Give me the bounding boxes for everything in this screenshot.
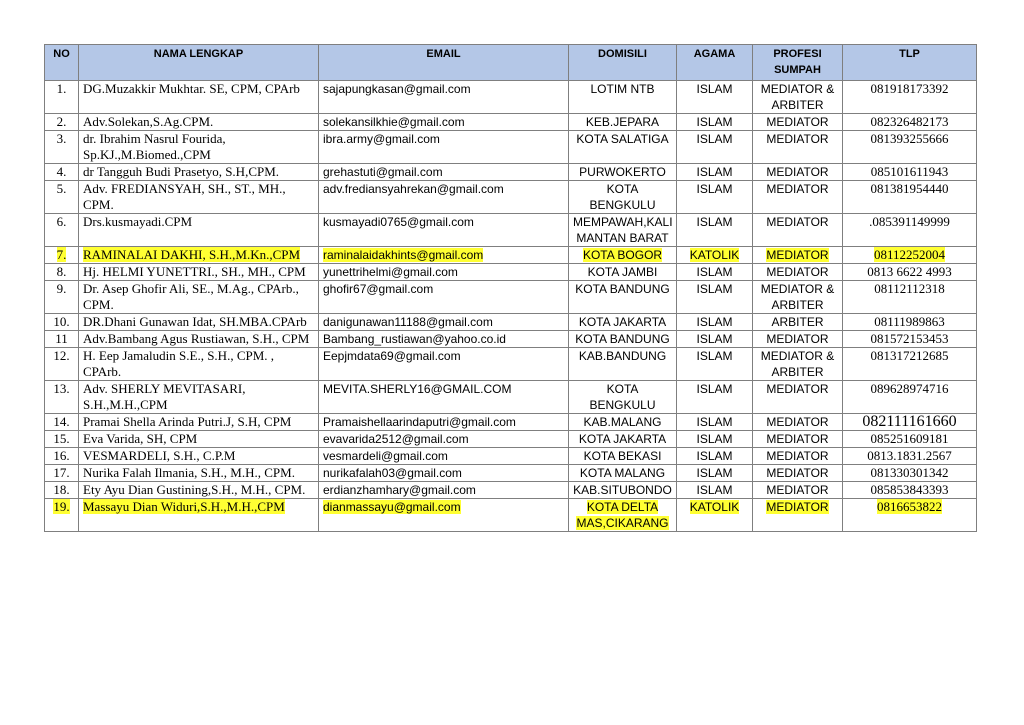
table-row xyxy=(45,264,977,281)
cell-email-highlighted: dianmassayu@gmail.com xyxy=(323,500,461,514)
cell-email: sajapungkasan@gmail.com xyxy=(319,81,569,114)
cell-no: 2. xyxy=(45,114,79,131)
cell-email: solekansilkhie@gmail.com xyxy=(319,114,569,131)
cell-agama: ISLAM xyxy=(677,264,753,281)
cell-domisili: KOTA SALATIGA xyxy=(569,131,677,164)
header-domisili: DOMISILI xyxy=(569,45,677,81)
cell-domisili: LOTIM NTB xyxy=(569,81,677,114)
header-tlp: TLP xyxy=(843,45,977,81)
cell-agama: ISLAM xyxy=(677,81,753,114)
cell-agama: ISLAM xyxy=(677,431,753,448)
cell-tlp: 08111989863 xyxy=(843,314,977,331)
cell-profesi: MEDIATOR xyxy=(753,448,843,465)
table-row xyxy=(45,164,977,181)
cell-agama: ISLAM xyxy=(677,465,753,482)
cell-no: 9. xyxy=(45,281,79,314)
cell-no-highlighted: 7. xyxy=(56,247,67,262)
header-no: NO xyxy=(45,45,79,81)
cell-email: MEVITA.SHERLY16@GMAIL.COM xyxy=(319,381,569,414)
cell-email xyxy=(319,247,569,264)
cell-domisili: MEMPAWAH,KALI MANTAN BARAT xyxy=(569,214,677,247)
cell-domisili: KOTA BANDUNG xyxy=(569,281,677,314)
cell-domisili: KOTA JAKARTA xyxy=(569,431,677,448)
cell-domisili: KOTA JAKARTA xyxy=(569,314,677,331)
cell-profesi: MEDIATOR xyxy=(753,181,843,214)
cell-no xyxy=(45,499,79,532)
cell-no: 17. xyxy=(45,465,79,482)
cell-agama: ISLAM xyxy=(677,414,753,431)
cell-no: 18. xyxy=(45,482,79,499)
cell-domisili xyxy=(569,247,677,264)
cell-email: Pramaishellaarindaputri@gmail.com xyxy=(319,414,569,431)
cell-email: vesmardeli@gmail.com xyxy=(319,448,569,465)
cell-no: 14. xyxy=(45,414,79,431)
cell-agama: ISLAM xyxy=(677,381,753,414)
cell-profesi: MEDIATOR xyxy=(753,482,843,499)
cell-email: danigunawan11188@gmail.com xyxy=(319,314,569,331)
cell-nama: DG.Muzakkir Mukhtar. SE, CPM, CPArb xyxy=(79,81,319,114)
cell-no: 13. xyxy=(45,381,79,414)
cell-nama: Drs.kusmayadi.CPM xyxy=(79,214,319,247)
cell-agama: ISLAM xyxy=(677,214,753,247)
cell-agama: ISLAM xyxy=(677,131,753,164)
cell-tlp: 0813.1831.2567 xyxy=(843,448,977,465)
cell-email: Eepjmdata69@gmail.com xyxy=(319,348,569,381)
cell-profesi: MEDIATOR xyxy=(753,465,843,482)
cell-profesi: MEDIATOR xyxy=(753,381,843,414)
cell-domisili: KOTA BEKASI xyxy=(569,448,677,465)
cell-tlp-highlighted: 08112252004 xyxy=(873,247,946,262)
cell-email-highlighted: raminalaidakhints@gmail.com xyxy=(323,248,484,262)
table-row xyxy=(45,482,977,499)
cell-tlp-highlighted: 0816653822 xyxy=(877,499,942,514)
cell-tlp: 081381954440 xyxy=(843,181,977,214)
cell-profesi-highlighted: MEDIATOR xyxy=(766,500,829,514)
cell-agama-highlighted: KATOLIK xyxy=(689,248,740,262)
cell-email: erdianzhamhary@gmail.com xyxy=(319,482,569,499)
cell-domisili: KAB.MALANG xyxy=(569,414,677,431)
cell-tlp: 085853843393 xyxy=(843,482,977,499)
cell-tlp: .085391149999 xyxy=(843,214,977,247)
cell-no xyxy=(45,247,79,264)
cell-profesi: MEDIATOR xyxy=(753,114,843,131)
cell-email: ibra.army@gmail.com xyxy=(319,131,569,164)
cell-nama: Adv.Solekan,S.Ag.CPM. xyxy=(79,114,319,131)
cell-email: nurikafalah03@gmail.com xyxy=(319,465,569,482)
cell-tlp: 082326482173 xyxy=(843,114,977,131)
cell-email: adv.frediansyahrekan@gmail.com xyxy=(319,181,569,214)
table-row xyxy=(45,465,977,482)
cell-tlp: 085101611943 xyxy=(843,164,977,181)
table-row xyxy=(45,414,977,431)
table-row xyxy=(45,181,977,214)
table-row xyxy=(45,114,977,131)
cell-tlp: 081393255666 xyxy=(843,131,977,164)
cell-profesi: ARBITER xyxy=(753,314,843,331)
header-nama: NAMA LENGKAP xyxy=(79,45,319,81)
cell-tlp xyxy=(843,499,977,532)
cell-nama-highlighted: Massayu Dian Widuri,S.H.,M.H.,CPM xyxy=(83,499,285,514)
cell-email: evavarida2512@gmail.com xyxy=(319,431,569,448)
table-row xyxy=(45,331,977,348)
table-row xyxy=(45,131,977,164)
table-row xyxy=(45,431,977,448)
cell-tlp: 082111161660 xyxy=(843,414,977,431)
cell-domisili: KOTA MALANG xyxy=(569,465,677,482)
cell-domisili: KOTA BENGKULU xyxy=(569,381,677,414)
table-row xyxy=(45,81,977,114)
cell-agama-highlighted: KATOLIK xyxy=(689,500,740,514)
cell-agama xyxy=(677,247,753,264)
cell-profesi: MEDIATOR xyxy=(753,431,843,448)
cell-profesi: MEDIATOR & ARBITER xyxy=(753,348,843,381)
cell-nama xyxy=(79,247,319,264)
cell-no: 15. xyxy=(45,431,79,448)
cell-nama: H. Eep Jamaludin S.E., S.H., CPM. , CPArb. xyxy=(79,348,319,381)
table-row xyxy=(45,281,977,314)
cell-domisili: PURWOKERTO xyxy=(569,164,677,181)
cell-agama: ISLAM xyxy=(677,331,753,348)
cell-no: 8. xyxy=(45,264,79,281)
cell-profesi: MEDIATOR & ARBITER xyxy=(753,81,843,114)
cell-no: 3. xyxy=(45,131,79,164)
cell-tlp: 081918173392 xyxy=(843,81,977,114)
cell-profesi: MEDIATOR xyxy=(753,131,843,164)
cell-domisili-highlighted: KOTA DELTA MAS,CIKARANG xyxy=(576,500,669,530)
cell-profesi: MEDIATOR xyxy=(753,331,843,348)
cell-nama: Pramai Shella Arinda Putri.J, S.H, CPM xyxy=(79,414,319,431)
cell-domisili: KAB.SITUBONDO xyxy=(569,482,677,499)
cell-domisili: KOTA BANDUNG xyxy=(569,331,677,348)
cell-profesi: MEDIATOR xyxy=(753,214,843,247)
table-row xyxy=(45,348,977,381)
cell-no: 11 xyxy=(45,331,79,348)
cell-agama: ISLAM xyxy=(677,314,753,331)
cell-profesi: MEDIATOR xyxy=(753,164,843,181)
cell-agama: ISLAM xyxy=(677,114,753,131)
cell-no-highlighted: 19. xyxy=(53,499,70,514)
mediator-table xyxy=(44,44,977,532)
cell-no: 10. xyxy=(45,314,79,331)
cell-email: Bambang_rustiawan@yahoo.co.id xyxy=(319,331,569,348)
cell-nama: Hj. HELMI YUNETTRI., SH., MH., CPM xyxy=(79,264,319,281)
cell-nama: VESMARDELI, S.H., C.P.M xyxy=(79,448,319,465)
table-row xyxy=(45,381,977,414)
cell-agama: ISLAM xyxy=(677,448,753,465)
cell-agama: ISLAM xyxy=(677,164,753,181)
cell-nama: DR.Dhani Gunawan Idat, SH.MBA.CPArb xyxy=(79,314,319,331)
cell-domisili: KAB.BANDUNG xyxy=(569,348,677,381)
cell-no: 16. xyxy=(45,448,79,465)
cell-tlp: 0813 6622 4993 xyxy=(843,264,977,281)
cell-profesi xyxy=(753,247,843,264)
cell-tlp: 085251609181 xyxy=(843,431,977,448)
table-row xyxy=(45,214,977,247)
cell-profesi xyxy=(753,499,843,532)
cell-agama: ISLAM xyxy=(677,482,753,499)
cell-profesi: MEDIATOR & ARBITER xyxy=(753,281,843,314)
cell-tlp: 081317212685 xyxy=(843,348,977,381)
cell-domisili xyxy=(569,499,677,532)
cell-nama: Adv. SHERLY MEVITASARI, S.H.,M.H.,CPM xyxy=(79,381,319,414)
cell-profesi: MEDIATOR xyxy=(753,264,843,281)
cell-tlp: 081572153453 xyxy=(843,331,977,348)
cell-agama: ISLAM xyxy=(677,348,753,381)
cell-profesi-highlighted: MEDIATOR xyxy=(766,248,829,262)
table-row xyxy=(45,499,977,532)
cell-nama: Eva Varida, SH, CPM xyxy=(79,431,319,448)
cell-nama: Dr. Asep Ghofir Ali, SE., M.Ag., CPArb., CPM. xyxy=(79,281,319,314)
cell-email: ghofir67@gmail.com xyxy=(319,281,569,314)
cell-domisili: KOTA JAMBI xyxy=(569,264,677,281)
cell-nama-highlighted: RAMINALAI DAKHI, S.H.,M.Kn.,CPM xyxy=(83,247,301,262)
cell-nama: Nurika Falah Ilmania, S.H., M.H., CPM. xyxy=(79,465,319,482)
cell-no: 12. xyxy=(45,348,79,381)
cell-nama: Adv.Bambang Agus Rustiawan, S.H., CPM xyxy=(79,331,319,348)
cell-email: kusmayadi0765@gmail.com xyxy=(319,214,569,247)
cell-nama: dr Tangguh Budi Prasetyo, S.H,CPM. xyxy=(79,164,319,181)
header-profesi: PROFESI SUMPAH xyxy=(753,45,843,81)
table-row xyxy=(45,448,977,465)
table-row xyxy=(45,314,977,331)
header-row xyxy=(45,45,977,81)
cell-tlp: 081330301342 xyxy=(843,465,977,482)
cell-email xyxy=(319,499,569,532)
cell-no: 4. xyxy=(45,164,79,181)
header-agama: AGAMA xyxy=(677,45,753,81)
cell-tlp: 08112112318 xyxy=(843,281,977,314)
cell-domisili: KEB.JEPARA xyxy=(569,114,677,131)
cell-no: 1. xyxy=(45,81,79,114)
cell-email: grehastuti@gmail.com xyxy=(319,164,569,181)
cell-nama: dr. Ibrahim Nasrul Fourida, Sp.KJ.,M.Biomed.,CPM xyxy=(79,131,319,164)
cell-no: 6. xyxy=(45,214,79,247)
table-row xyxy=(45,247,977,264)
cell-nama: Adv. FREDIANSYAH, SH., ST., MH., CPM. xyxy=(79,181,319,214)
header-email: EMAIL xyxy=(319,45,569,81)
cell-tlp xyxy=(843,247,977,264)
cell-no: 5. xyxy=(45,181,79,214)
cell-nama: Ety Ayu Dian Gustining,S.H., M.H., CPM. xyxy=(79,482,319,499)
cell-agama xyxy=(677,499,753,532)
cell-agama: ISLAM xyxy=(677,281,753,314)
cell-email: yunettrihelmi@gmail.com xyxy=(319,264,569,281)
cell-domisili-highlighted: KOTA BOGOR xyxy=(582,248,663,262)
cell-profesi: MEDIATOR xyxy=(753,414,843,431)
cell-agama: ISLAM xyxy=(677,181,753,214)
cell-nama xyxy=(79,499,319,532)
cell-domisili: KOTA BENGKULU xyxy=(569,181,677,214)
cell-tlp: 089628974716 xyxy=(843,381,977,414)
